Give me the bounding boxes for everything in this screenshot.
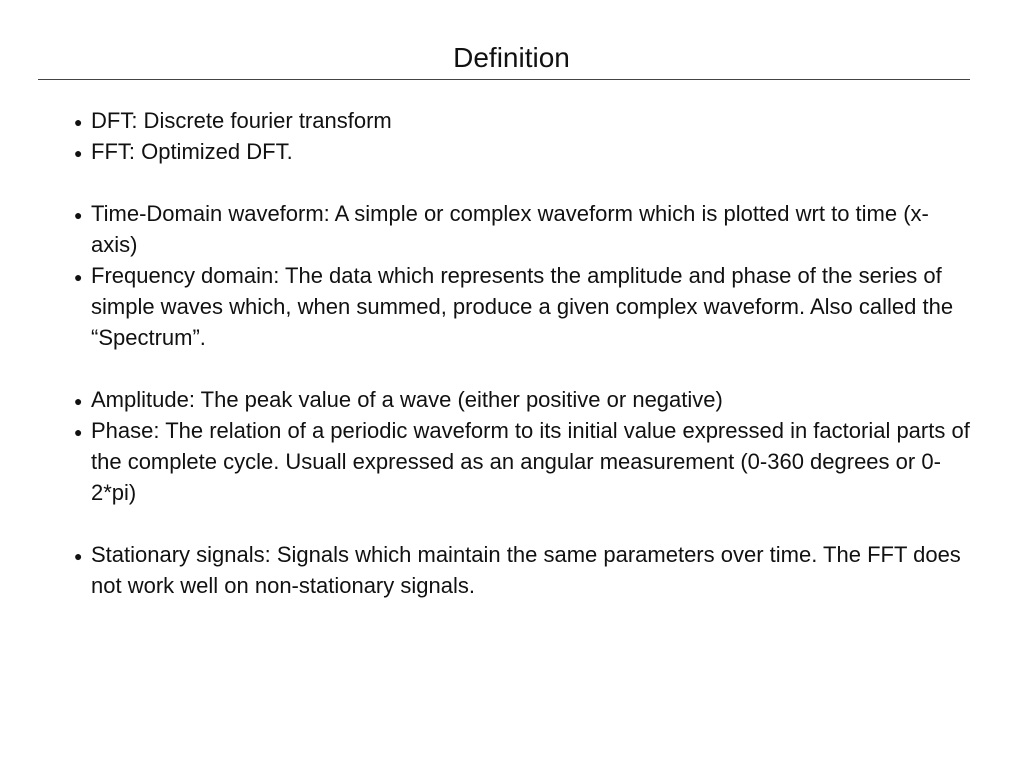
bullet-dot-icon: ● — [74, 207, 83, 223]
bullet-item-fft — [72, 136, 972, 167]
bullet-text: Phase: The relation of a periodic waveform to its initial value expressed in factorial parts of the complete cycle. Usuall expressed as an angular measurement (0-360 degrees or 0-2*pi) — [91, 418, 970, 505]
bullet-dot-icon: ● — [74, 145, 83, 161]
title-divider — [38, 79, 970, 80]
slide-title: Definition — [453, 42, 570, 73]
bullet-item-amplitude — [72, 384, 972, 415]
bullet-dot-icon: ● — [74, 548, 83, 564]
bullet-item-stationary-signals — [72, 539, 972, 601]
bullet-text: FFT: Optimized DFT. — [91, 139, 293, 164]
bullet-dot-icon: ● — [74, 424, 83, 440]
bullet-text: Amplitude: The peak value of a wave (either positive or negative) — [91, 387, 723, 412]
bullet-item-phase — [72, 415, 972, 508]
bullet-item-frequency-domain — [72, 260, 972, 353]
bullet-dot-icon: ● — [74, 114, 83, 130]
bullet-text: DFT: Discrete fourier transform — [91, 108, 392, 133]
bullet-dot-icon: ● — [74, 393, 83, 409]
definition-bullet-list — [72, 105, 972, 601]
bullet-item-dft — [72, 105, 972, 136]
bullet-text: Time-Domain waveform: A simple or complex waveform which is plotted wrt to time (x-axis) — [91, 201, 929, 257]
bullet-text: Frequency domain: The data which represents the amplitude and phase of the series of simple waves which, when summed, produce a given complex waveform. Also called the “Spectrum”. — [91, 263, 954, 350]
bullet-text: Stationary signals: Signals which maintain the same parameters over time. The FFT does not work well on non-stationary signals. — [91, 542, 961, 598]
bullet-item-time-domain — [72, 198, 972, 260]
bullet-dot-icon: ● — [74, 269, 83, 285]
